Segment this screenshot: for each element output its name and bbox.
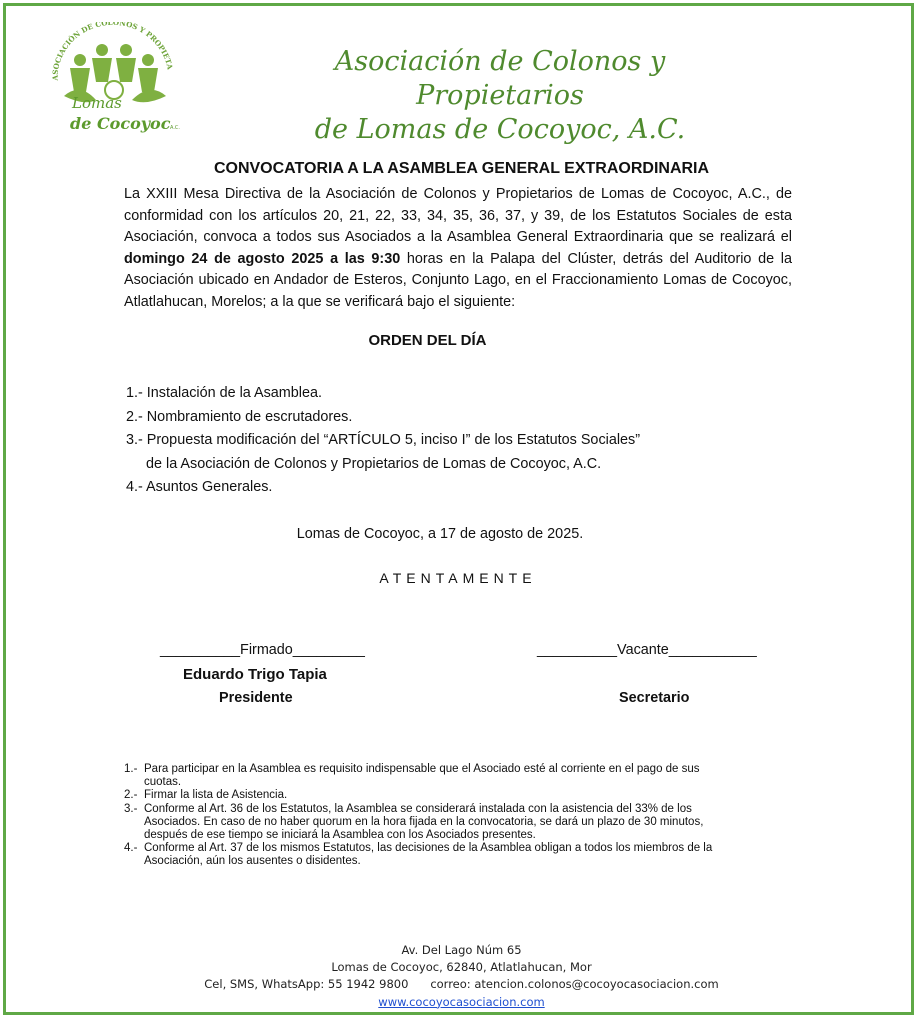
agenda-item-continuation: de la Asociación de Colonos y Propietarios de Lomas de Cocoyoc, A.C. xyxy=(146,455,602,472)
secretary-signature-line: __________Vacante___________ xyxy=(537,642,757,658)
footnote-text: Conforme al Art. 36 de los Estatutos, la Asamblea se considerará instalada con la asistencia del 33% de los Asociados. En caso de no haber quorum en la hora fijada en la convocatoria, se dará un plazo de 30 minutos, después de ese tiempo se iniciará la Asamblea con los Asociados presentes. xyxy=(144,802,704,842)
president-signature-line: __________Firmado_________ xyxy=(160,642,365,658)
place-and-date: Lomas de Cocoyoc, a 17 de agosto de 2025. xyxy=(296,526,584,542)
letterhead-line-1: Asociación de Colonos y Propietarios xyxy=(334,46,666,111)
agenda-item: 4.- Asuntos Generales. xyxy=(126,479,273,495)
contact-footer xyxy=(0,942,923,1011)
letterhead-line-2: de Lomas de Cocoyoc, A.C. xyxy=(314,114,686,145)
footer-address-1: Av. Del Lago Núm 65 xyxy=(401,943,522,957)
footnote-text: Conforme al Art. 37 de los mismos Estatutos, las decisiones de la Asamblea obligan a todos los miembros de la Asociación, aún los ausentes o disidentes. xyxy=(144,842,713,868)
footnote-item xyxy=(124,842,724,868)
logo-ring-text: ASOCIACIÓN DE COLONOS Y PROPIETA xyxy=(50,22,175,81)
footnote-text: Firmar la lista de Asistencia. xyxy=(144,789,288,802)
logo-lomas-text: Lomas xyxy=(72,94,122,112)
footnote-item xyxy=(124,803,724,843)
agenda-title: ORDEN DEL DÍA xyxy=(368,332,487,349)
footnote-item xyxy=(124,763,724,789)
logo-suffix-text: A.C. xyxy=(170,125,181,131)
agenda-item: 3.- Propuesta modificación del “ARTÍCULO 5, inciso I” de los Estatutos Sociales” xyxy=(126,432,641,448)
president-name: Eduardo Trigo Tapia xyxy=(183,666,327,683)
footnote-number: 1.- xyxy=(124,763,138,775)
closing-atentamente: ATENTAMENTE xyxy=(379,570,537,586)
president-role: Presidente xyxy=(219,690,293,706)
letterhead-title xyxy=(250,45,750,147)
convocation-paragraph xyxy=(124,184,792,313)
agenda-item: 1.- Instalación de la Asamblea. xyxy=(126,385,322,401)
footer-address-2: Lomas de Cocoyoc, 62840, Atlatlahucan, Mor xyxy=(331,960,592,975)
paragraph-part-1: La XXIII Mesa Directiva de la Asociación de Colonos y Propietarios de Lomas de Cocoyoc, A.C., de conformidad con los artículos 20, 21, 22, 33, 34, 35, 36, 37, y 39, de los Estatutos Sociales de esta Asociación, convoca a todos sus Asociados a la Asamblea General Extraordinaria que se realizará el xyxy=(124,186,792,245)
paragraph-date-bold: domingo 24 de agosto 2025 a las 9:30 xyxy=(124,250,401,267)
secretary-role: Secretario xyxy=(619,690,690,706)
footnote-text: Para participar en la Asamblea es requisito indispensable que el Asociado esté al corriente en el pago de sus cuotas. xyxy=(144,763,700,789)
footer-contact: Cel, SMS, WhatsApp: 55 1942 9800 correo: atencion.colonos@cocoyocasociacion.com xyxy=(204,977,719,992)
document-title: CONVOCATORIA A LA ASAMBLEA GENERAL EXTRAORDINARIA xyxy=(213,160,710,177)
footnote-item xyxy=(124,789,724,802)
footnote-number: 3.- xyxy=(124,802,138,815)
website-link[interactable]: www.cocoyocasociacion.com xyxy=(378,994,545,1009)
agenda-list xyxy=(126,382,826,500)
association-logo xyxy=(40,22,190,137)
agenda-item: 2.- Nombramiento de escrutadores. xyxy=(126,408,353,425)
logo-cocoyoc-text: de Cocoyoc xyxy=(70,114,171,133)
paragraph-part-2: horas en la Palapa del Clúster, detrás del Auditorio de la Asociación ubicado en Andador de Esteros, Conjunto Lago, en el Fraccionamiento Lomas de Cocoyoc, Atlatlahucan, Morelos; a la que se verificará bajo el siguiente: xyxy=(124,250,792,310)
footnotes xyxy=(124,763,724,869)
footnote-number: 2.- xyxy=(124,789,138,802)
footnote-number: 4.- xyxy=(124,842,138,855)
